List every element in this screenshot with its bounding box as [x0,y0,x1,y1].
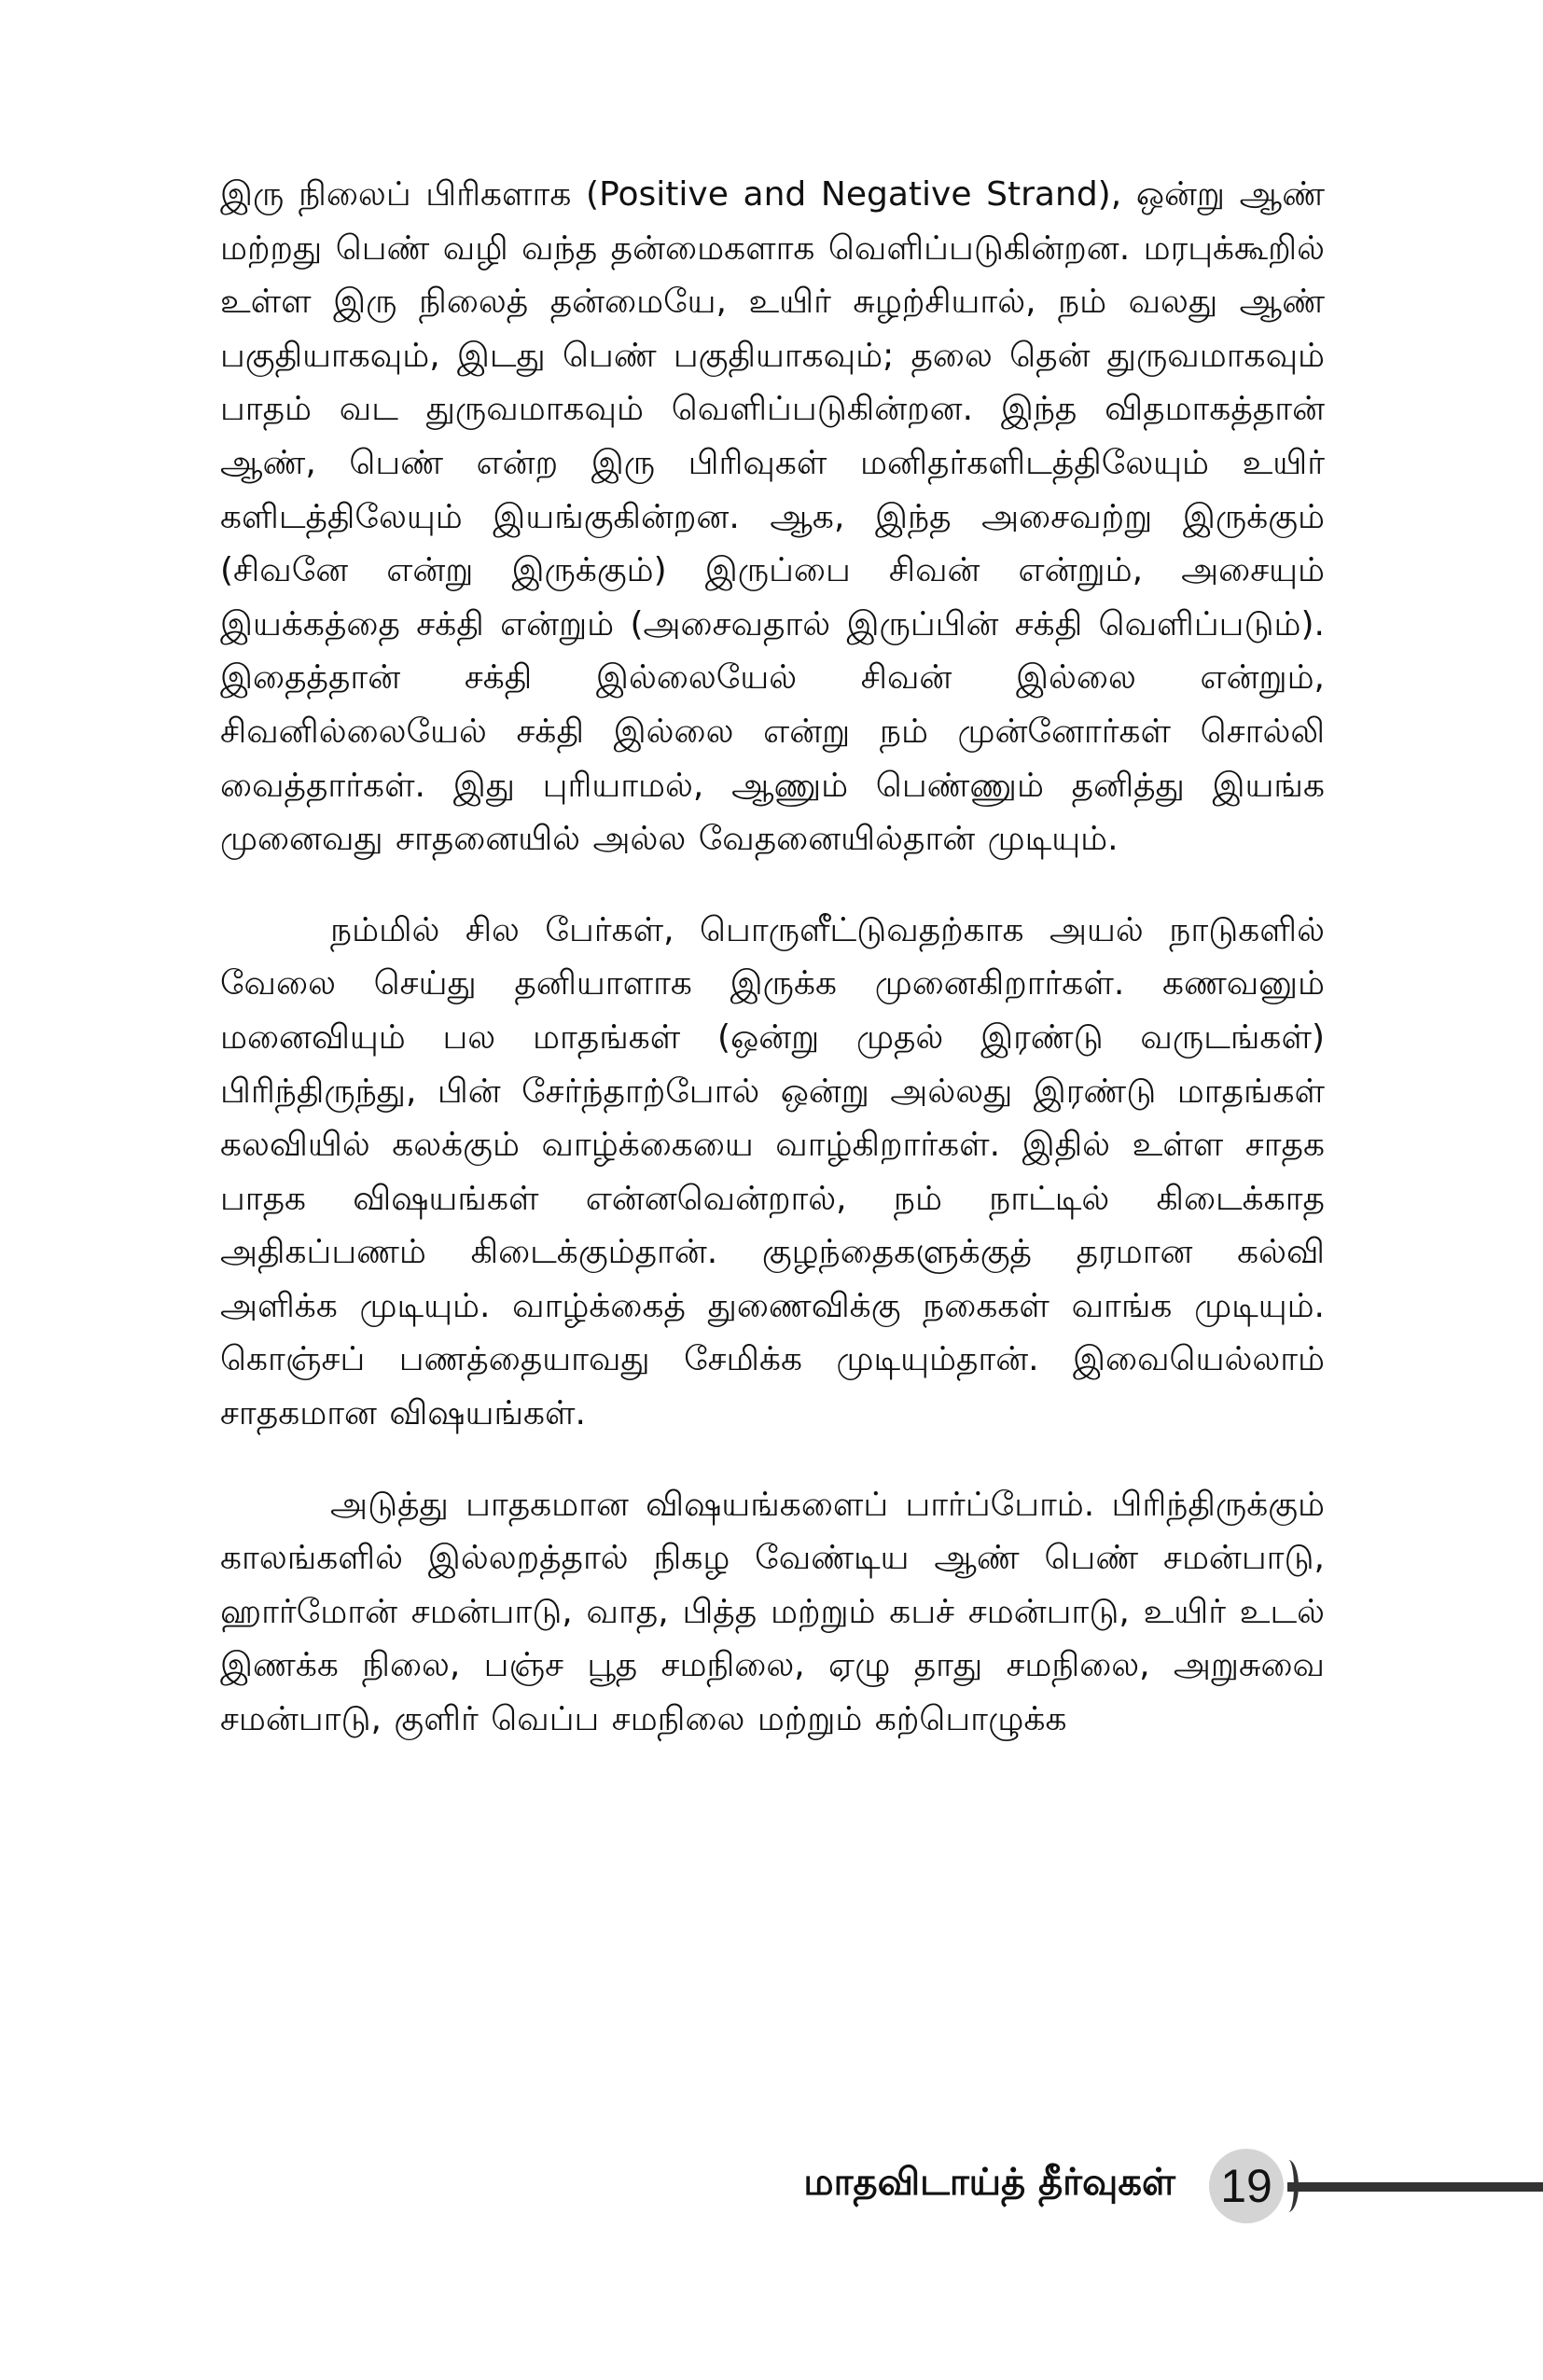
page-number: 19 [1220,2160,1272,2212]
body-text [220,168,1325,1784]
paragraph-3: அடுத்து பாதகமான விஷயங்களைப் பார்ப்போம். பிரிந்திருக்கும் காலங்களில் இல்லறத்தால் நிகழ வேண்டிய ஆண் பெண் சமன்பாடு, ஹார்மோன் சமன்பாடு, வாத, பித்த மற்றும் கபச் சமன்பாடு, உயிர் உடல் இணக்க நிலை, பஞ்ச பூத சமநிலை, ஏழு தாது சமநிலை, அறுசுவை சமன்பாடு, குளிர் வெப்ப சமநிலை மற்றும் கற்பொழுக்க [220,1485,1325,1739]
footer-rule-line [1287,2182,1543,2192]
paragraph-1: இரு நிலைப் பிரிகளாக (Positive and Negative Strand), ஒன்று ஆண் மற்றது பெண் வழி வந்த தன்மைகளாக வெளிப்படுகின்றன. மரபுக்கூறில் உள்ள இரு நிலைத் தன்மையே, உயிர் சுழற்சியால், நம் வலது ஆண் பகுதியாகவும், இடது பெண் பகுதியாகவும்; தலை தென் துருவமாகவும் பாதம் வட துருவமாகவும் வெளிப்படுகின்றன. இந்த விதமாகத்தான் ஆண், பெண் என்ற இரு பிரிவுகள் மனிதர்களிடத்திலேயும் உயிர் களிடத்திலேயும் இயங்குகின்றன. ஆக, இந்த அசைவற்று இருக்கும் (சிவனே என்று இருக்கும்) இருப்பை சிவன் என்றும், அசையும் இயக்கத்தை சக்தி என்றும் (அசைவதால் இருப்பின் சக்தி வெளிப்படும்). இதைத்தான் சக்தி இல்லையேல் சிவன் இல்லை என்றும், சிவனில்லையேல் சக்தி இல்லை என்று நம் முன்னோர்கள் சொல்லி வைத்தார்கள். இது புரியாமல், ஆணும் பெண்ணும் தனித்து இயங்க முனைவது சாதனையில் அல்ல வேதனையில்தான் முடியும். [220,175,1325,859]
page-number-badge [1209,2149,1284,2223]
paragraph-2: நம்மில் சில பேர்கள், பொருளீட்டுவதற்காக அயல் நாடுகளில் வேலை செய்து தனியாளாக இருக்க முனைகிறார்கள். கணவனும் மனைவியும் பல மாதங்கள் (ஒன்று முதல் இரண்டு வருடங்கள்) பிரிந்திருந்து, பின் சேர்ந்தாற்போல் ஒன்று அல்லது இரண்டு மாதங்கள் கலவியில் கலக்கும் வாழ்க்கையை வாழ்கிறார்கள். இதில் உள்ள சாதக பாதக விஷயங்கள் என்னவென்றால், நம் நாட்டில் கிடைக்காத அதிகப்பணம் கிடைக்கும்தான். குழந்தைகளுக்குத் தரமான கல்வி அளிக்க முடியும். வாழ்க்கைத் துணைவிக்கு நகைகள் வாங்க முடியும். கொஞ்சப் பணத்தையாவது சேமிக்க முடியும்தான். இவையெல்லாம் சாதகமான விஷயங்கள். [220,910,1325,1433]
running-book-title: மாதவிடாய்த் தீர்வுகள் [803,2160,1175,2204]
page-footer [0,2136,1543,2238]
